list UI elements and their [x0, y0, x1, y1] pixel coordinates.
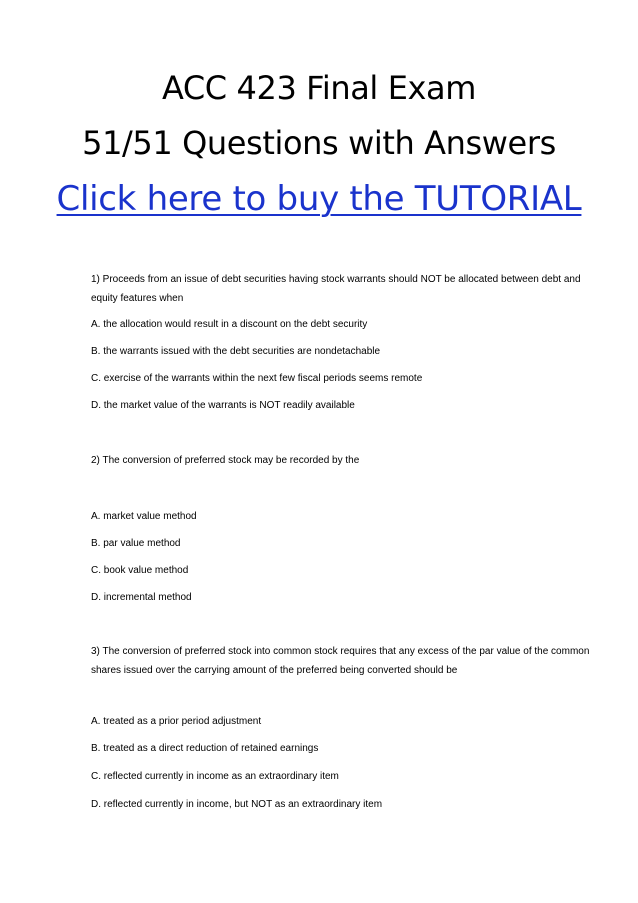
page-subtitle: 51/51 Questions with Answers — [82, 124, 556, 162]
question-3-option-b: B. treated as a direct reduction of retained earnings — [91, 743, 319, 754]
question-3-option-d: D. reflected currently in income, but NOT as an extraordinary item — [91, 799, 383, 810]
question-2-text: 2) The conversion of preferred stock may be recorded by the — [91, 455, 360, 466]
question-1-option-b: B. the warrants issued with the debt securities are nondetachable — [91, 346, 381, 357]
question-2-option-c: C. book value method — [91, 565, 189, 576]
buy-tutorial-link[interactable]: Click here to buy the TUTORIAL — [56, 179, 582, 219]
question-3-option-a: A. treated as a prior period adjustment — [91, 716, 262, 727]
page-title: ACC 423 Final Exam — [161, 69, 477, 107]
question-1-option-c: C. exercise of the warrants within the next few fiscal periods seems remote — [91, 373, 423, 384]
question-2-option-b: B. par value method — [91, 538, 181, 549]
question-1-option-a: A. the allocation would result in a discount on the debt security — [91, 319, 368, 330]
question-1-text: 1) Proceeds from an issue of debt securities having stock warrants should NOT be allocated between debt and equity features when — [91, 274, 581, 304]
question-2-option-d: D. incremental method — [91, 592, 192, 603]
question-2-option-a: A. market value method — [91, 511, 197, 522]
question-1-option-d: D. the market value of the warrants is NOT readily available — [91, 400, 355, 411]
question-3-text: 3) The conversion of preferred stock into common stock requires that any excess of the par value of the common shares issued over the carrying amount of the preferred being converted should be — [91, 646, 590, 676]
question-3-option-c: C. reflected currently in income as an extraordinary item — [91, 771, 339, 782]
